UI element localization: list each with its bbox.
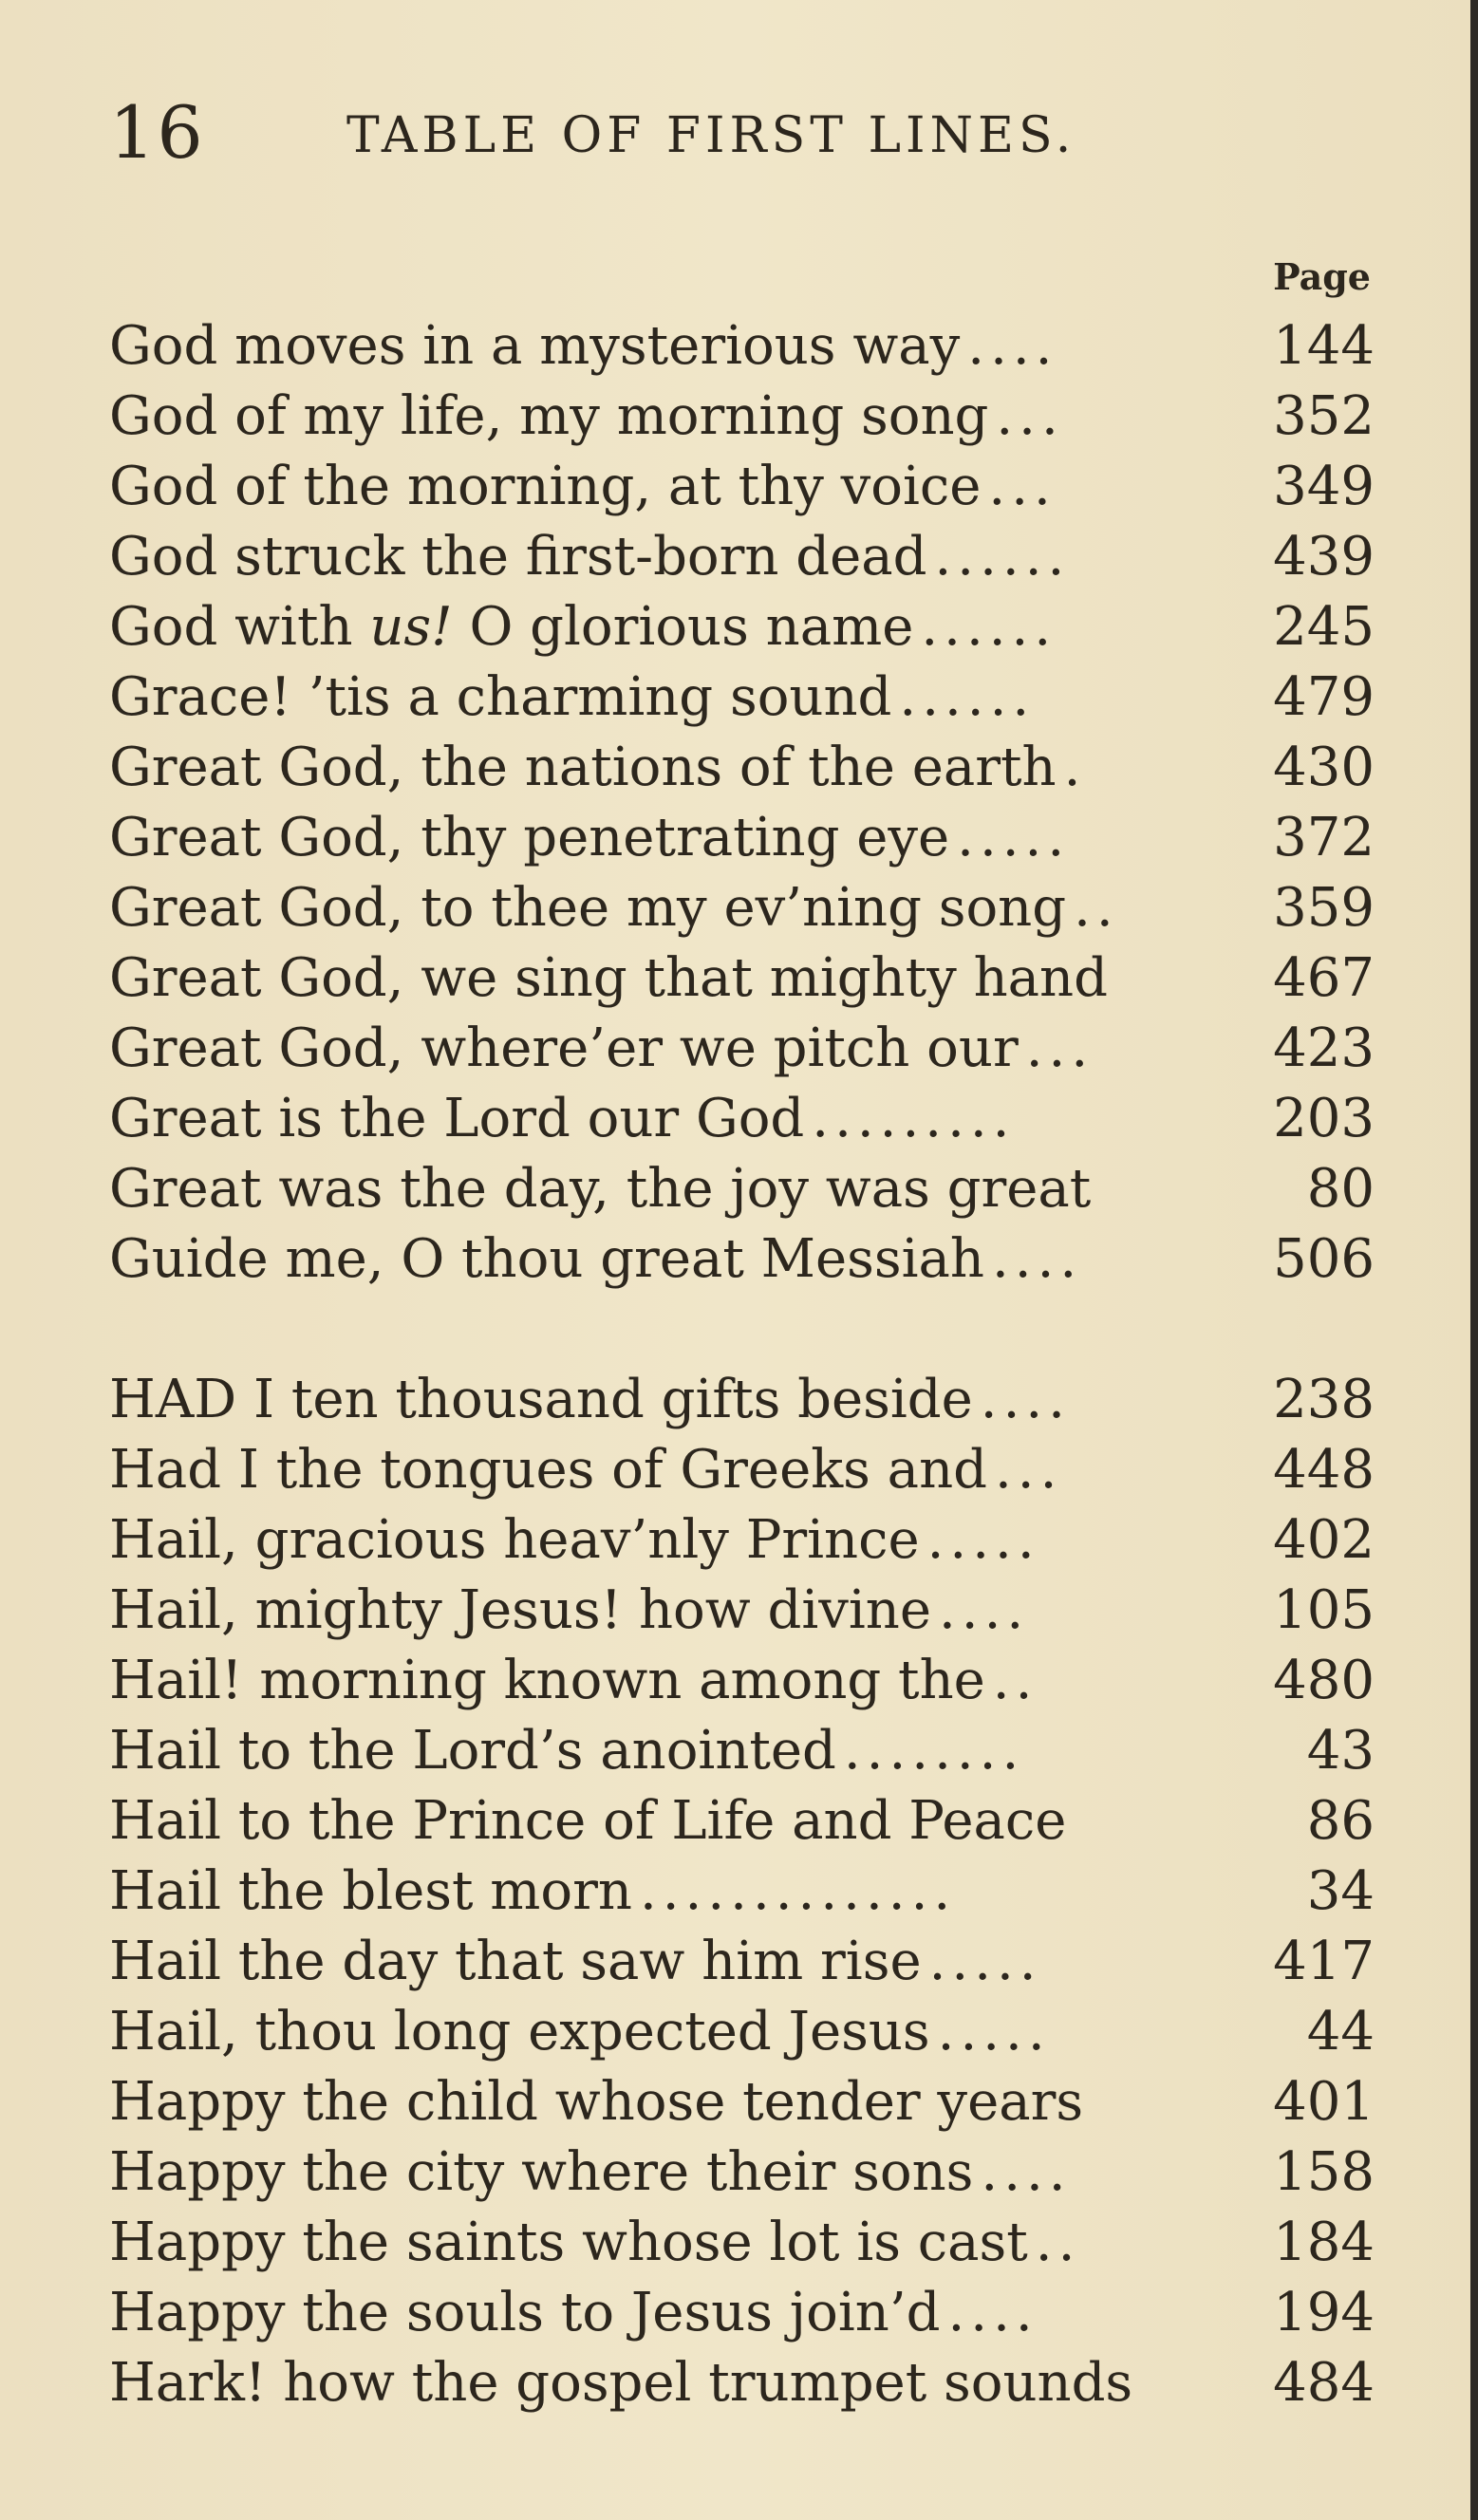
list-item [109,1577,1375,1644]
entry-text: Hark! how the gospel trumpet sounds [109,2352,1133,2414]
dot-leader: . [1063,737,1087,798]
list-item [109,1437,1375,1503]
entry-text: Great God, thy penetrating eye [109,807,950,868]
dot-leader: .. [1035,2212,1081,2273]
dot-leader: ..... [957,807,1071,868]
entry-text: Had I the tongues of Greeks and [109,1439,987,1501]
list-item [109,1507,1375,1574]
list-item [109,1226,1375,1293]
dot-leader: .... [967,315,1058,377]
list-item [109,2069,1375,2136]
entry-text-end: O glorious name [469,596,914,658]
entry-page: 80 [1306,1158,1375,1220]
entry-page: 43 [1306,1720,1375,1782]
dot-leader: .... [938,1579,1030,1641]
dot-leader: ..... [926,1509,1040,1571]
page-column-label: Page [1273,255,1371,298]
list-item [109,313,1375,380]
entry-page: 352 [1273,385,1375,447]
dot-leader: ... [1025,1017,1094,1079]
entry-page: 44 [1306,2001,1375,2063]
entry-page: 430 [1273,737,1375,798]
entry-page: 194 [1273,2282,1375,2343]
entry-text: God moves in a mysterious way [109,315,961,377]
entry-text: God of the morning, at thy voice [109,456,982,517]
list-item [109,1788,1375,1855]
entry-page: 359 [1273,877,1375,939]
entry-text: Great God, where’er we pitch our [109,1017,1019,1079]
entry-text: Grace! ’tis a charming sound [109,666,892,728]
dot-leader: ...... [934,526,1071,588]
page-number: 16 [109,90,205,175]
entry-text: Hail to the Lord’s anointed [109,1720,836,1782]
entry-page: 86 [1306,1790,1375,1852]
dot-leader: ... [994,1439,1063,1501]
entry-text: Hail, gracious heav’nly Prince [109,1509,920,1571]
dot-leader: ...... [899,666,1036,728]
dot-leader: .... [980,1369,1071,1430]
entry-page: 105 [1273,1579,1375,1641]
dot-leader: ......... [812,1088,1016,1149]
entry-page: 484 [1273,2352,1375,2414]
entry-page: 480 [1273,1650,1375,1711]
entry-page: 245 [1273,596,1375,658]
entry-page: 144 [1273,315,1375,377]
list-item [109,945,1375,1012]
entry-text: Hail to the Prince of Life and Peace [109,1790,1067,1852]
entry-page: 417 [1273,1931,1375,1992]
entry-page: 203 [1273,1088,1375,1149]
dot-leader: ... [988,456,1057,517]
entry-page: 184 [1273,2212,1375,2273]
entry-page: 506 [1273,1228,1375,1290]
entry-page: 238 [1273,1369,1375,1430]
list-item [109,805,1375,871]
list-item [109,1367,1375,1433]
dot-leader: .... [947,2282,1038,2343]
entry-text-start: God with [109,596,353,658]
list-item [109,664,1375,731]
entry-text: God of my life, my morning song [109,385,989,447]
list-item [109,875,1375,942]
list-item [109,594,1375,661]
list-item [109,1999,1375,2065]
entry-page: 439 [1273,526,1375,588]
entry-page: 401 [1273,2071,1375,2133]
entry-text: Hail the blest morn [109,1860,632,1922]
list-item [109,1929,1375,1995]
list-item [109,2350,1375,2417]
entry-text: Great God, the nations of the earth [109,737,1057,798]
entry-text: Happy the child whose tender years [109,2071,1084,2133]
entry-page: 423 [1273,1017,1375,1079]
list-item [109,1648,1375,1714]
entry-text: God struck the first-born dead [109,526,927,588]
entry-page: 448 [1273,1439,1375,1501]
list-item [109,1086,1375,1152]
list-item [109,1718,1375,1784]
list-item [109,2210,1375,2276]
entry-text: Hail, thou long expected Jesus [109,2001,930,2063]
dot-leader: .... [991,1228,1083,1290]
entry-text: Happy the souls to Jesus join’d [109,2282,941,2343]
list-item [109,1858,1375,1925]
dot-leader: .. [992,1650,1038,1711]
list-item [109,524,1375,590]
list-item [109,454,1375,520]
entry-text: Guide me, O thou great Messiah [109,1228,984,1290]
dot-leader: ...... [921,596,1057,658]
entry-text: Happy the city where their sons [109,2141,974,2203]
entry-text: Great God, we sing that mighty hand [109,947,1108,1009]
list-item [109,1016,1375,1082]
entry-page: 467 [1273,947,1375,1009]
entry-text [109,594,913,661]
list-item [109,2139,1375,2206]
entry-text: Happy the saints whose lot is cast [109,2212,1028,2273]
entry-page: 34 [1306,1860,1375,1922]
list-item [109,1156,1375,1223]
entry-page: 372 [1273,807,1375,868]
entry-text: Hail the day that saw him rise [109,1931,922,1992]
list-item [109,735,1375,801]
dot-leader: .............. [639,1860,957,1922]
dot-leader: ..... [928,1931,1042,1992]
list-item [109,2280,1375,2346]
entry-text: Great God, to thee my ev’ning song [109,877,1067,939]
entry-page: 158 [1273,2141,1375,2203]
entry-text: Great was the day, the joy was great [109,1158,1092,1220]
running-title: TABLE OF FIRST LINES. [346,107,1076,164]
entry-text-italic: us! [369,596,453,658]
entry-page: 349 [1273,456,1375,517]
dot-leader: ... [996,385,1064,447]
dot-leader: ........ [843,1720,1025,1782]
entry-text: Great is the Lord our God [109,1088,805,1149]
entry-page: 479 [1273,666,1375,728]
entry-text: HAD I ten thousand gifts beside [109,1369,973,1430]
entry-text: Hail! morning known among the [109,1650,985,1711]
entry-text: Hail, mighty Jesus! how divine [109,1579,931,1641]
dot-leader: .... [981,2141,1072,2203]
list-item [109,383,1375,450]
dot-leader: .. [1074,877,1119,939]
entry-page: 402 [1273,1509,1375,1571]
dot-leader: ..... [937,2001,1051,2063]
